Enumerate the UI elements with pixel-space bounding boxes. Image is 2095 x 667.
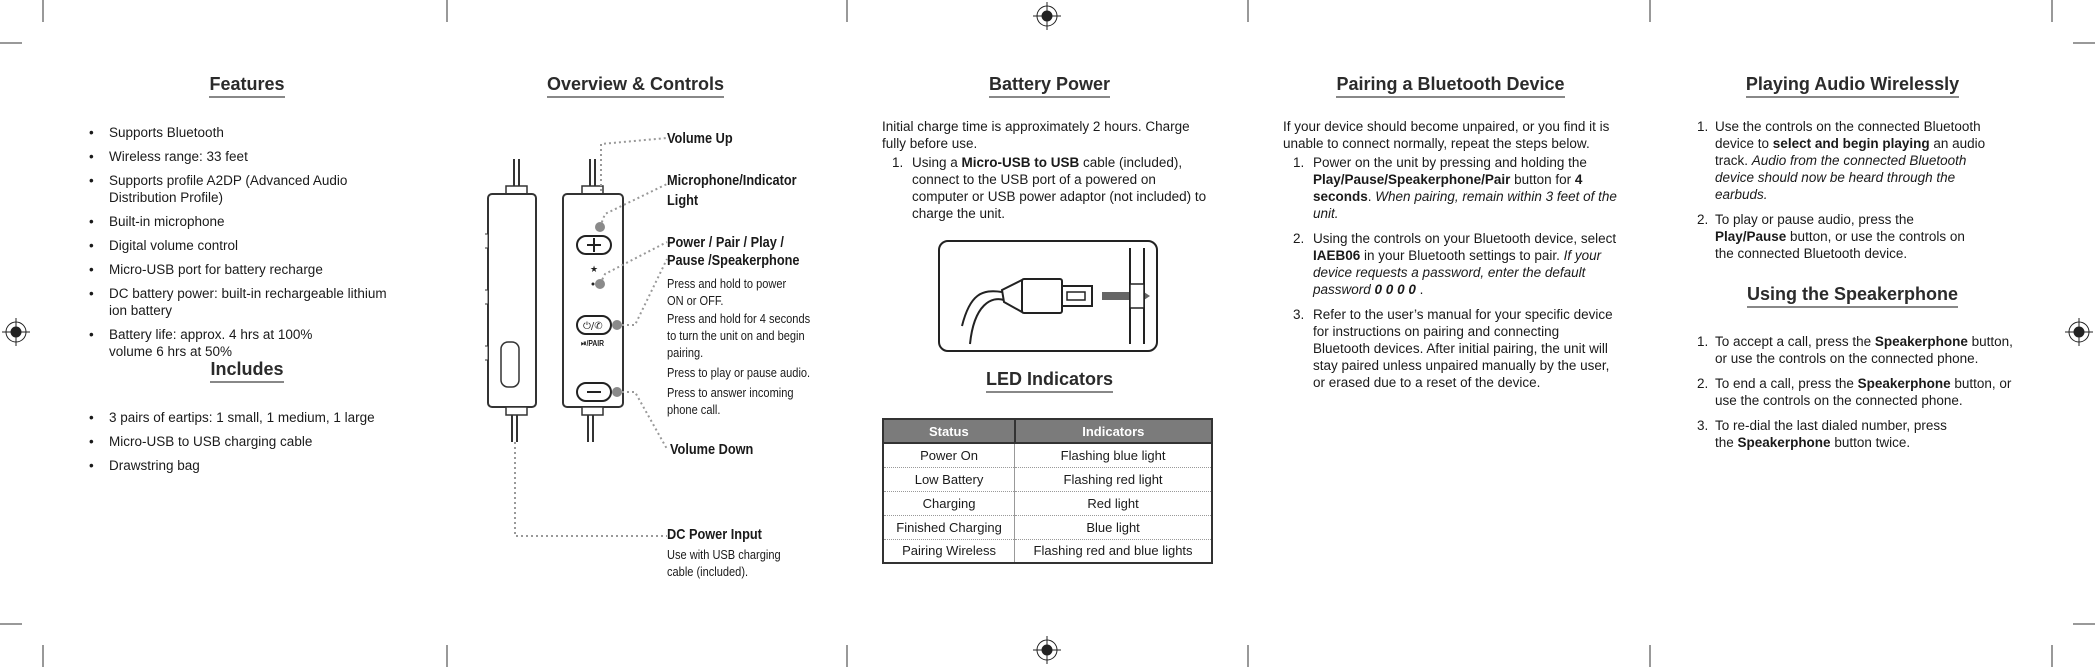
playing-steps (1685, 118, 2020, 262)
power-desc-line: pairing. (667, 345, 704, 360)
overview-heading: Overview & Controls (547, 74, 877, 98)
table-cell: Red light (1015, 491, 1212, 515)
list-item: • Micro-USB to USB charging cable (87, 433, 407, 450)
registration-mark-top (1033, 2, 1061, 30)
pair-label: ⏯/PAIR (581, 339, 605, 348)
playing-column (1685, 74, 2020, 459)
power-desc-line: ON or OFF. (667, 293, 724, 308)
battery-column (882, 74, 1217, 564)
power-label-line1: Power / Pair / Play / (667, 234, 784, 251)
power-desc-line: Press and hold to power (667, 276, 787, 291)
table-header-status: Status (883, 419, 1015, 443)
dc-desc-line: Use with USB charging (667, 547, 781, 562)
table-row (883, 515, 1212, 539)
table-cell: Flashing red and blue lights (1015, 539, 1212, 563)
mic-label-line1: Microphone/Indicator (667, 172, 797, 189)
dc-desc-line: cable (included). (667, 564, 749, 579)
led-heading: LED Indicators (882, 369, 1217, 393)
list-item: 2. Using the controls on your Bluetooth device, select IAEB06 in your Bluetooth settings to pair. If your device requests a password, enter the default password 0 0 0 0 . (1293, 231, 1617, 297)
volume-down-label: Volume Down (670, 441, 754, 458)
list-item: 2. To end a call, press the Speakerphone button, or use the controls on the connected phone. (1697, 376, 2012, 408)
pairing-steps (1283, 154, 1618, 391)
power-desc-line: Press to play or pause audio. (667, 365, 811, 380)
speakerphone-heading: Using the Speakerphone (1685, 284, 2020, 308)
list-item: • Battery life: approx. 4 hrs at 100% volume 6 hrs at 50% (87, 326, 357, 360)
battery-steps (882, 154, 1217, 222)
dc-power-label: DC Power Input (667, 526, 762, 543)
mic-label-line2: Light (667, 192, 699, 209)
list-item: 1. Power on the unit by pressing and holding the Play/Pause/Speakerphone/Pair button for 4 seconds. When pairing, remain within 3 feet of the unit. (1293, 155, 1617, 221)
list-item: • Wireless range: 33 feet (87, 148, 407, 165)
list-item: 2. To play or pause audio, press the Play/Pause button, or use the controls on the connected Bluetooth device. (1697, 212, 1965, 261)
svg-text:★: ★ (590, 265, 599, 275)
power-desc-line: to turn the unit on and begin (667, 328, 805, 343)
battery-heading: Battery Power (882, 74, 1217, 98)
led-table (882, 418, 1213, 564)
includes-list (87, 409, 407, 474)
features-list (87, 124, 407, 360)
list-item: 1. Use the controls on the connected Bluetooth device to select and begin playing an audio track. Audio from the connected Bluetooth device should now be heard through the earbuds. (1697, 119, 1986, 202)
speakerphone-steps (1685, 333, 2020, 451)
list-item: 3. Refer to the user’s manual for your specific device for instructions on pairing and connecting Bluetooth devices. After initial pairing, the unit will stay paired unless unpaired manually by the user, or erased due to a reset of the device. (1293, 307, 1613, 390)
features-column (87, 74, 407, 481)
includes-heading: Includes (87, 359, 407, 383)
registration-mark-left (2, 318, 30, 346)
power-desc-line: phone call. (667, 402, 721, 417)
list-item: • DC battery power: built-in rechargeable lithium ion battery (87, 285, 407, 319)
table-cell: Power On (883, 443, 1015, 467)
table-row (883, 443, 1212, 467)
list-item: • Drawstring bag (87, 457, 407, 474)
table-cell: Low Battery (883, 467, 1015, 491)
battery-intro: Initial charge time is approximately 2 hours. Charge fully before use. (882, 119, 1190, 151)
list-item: 1. Using a Micro-USB to USB cable (included), connect to the USB port of a powered on computer or USB power adaptor (not included) to charge the unit. (892, 155, 1207, 221)
power-label-line2: Pause /Speakerphone (667, 252, 800, 269)
table-cell: Flashing blue light (1015, 443, 1212, 467)
list-item: 1. To accept a call, press the Speakerphone button, or use the controls on the connected phone. (1697, 334, 2013, 366)
registration-mark-right (2065, 318, 2093, 346)
power-desc-line: Press and hold for 4 seconds (667, 311, 811, 326)
table-header-indicators: Indicators (1015, 419, 1212, 443)
power-desc-line: Press to answer incoming (667, 385, 794, 400)
volume-up-label: Volume Up (667, 130, 733, 147)
table-cell: Finished Charging (883, 515, 1015, 539)
pairing-heading: Pairing a Bluetooth Device (1283, 74, 1618, 98)
table-cell: Charging (883, 491, 1015, 515)
usb-cable-illustration (882, 234, 1217, 359)
playing-heading: Playing Audio Wirelessly (1685, 74, 2020, 98)
table-cell: Pairing Wireless (883, 539, 1015, 563)
list-item: • Micro-USB port for battery recharge (87, 261, 407, 278)
table-row (883, 539, 1212, 563)
table-row (883, 467, 1212, 491)
list-item: • Built-in microphone (87, 213, 407, 230)
svg-text:⏻/✆: ⏻/✆ (583, 321, 603, 332)
registration-mark-bottom (1033, 636, 1061, 664)
features-heading: Features (87, 74, 407, 98)
list-item: • Supports profile A2DP (Advanced Audio Distribution Profile) (87, 172, 377, 206)
overview-column (485, 74, 815, 594)
pairing-intro: If your device should become unpaired, or you find it is unable to connect normally, repeat the steps below. (1283, 119, 1610, 151)
list-item: • Digital volume control (87, 237, 407, 254)
table-cell: Flashing red light (1015, 467, 1212, 491)
list-item: • 3 pairs of eartips: 1 small, 1 medium, 1 large (87, 409, 407, 426)
list-item: 3. To re-dial the last dialed number, press the Speakerphone button twice. (1697, 418, 1947, 450)
table-cell: Blue light (1015, 515, 1212, 539)
table-header-row (883, 419, 1212, 443)
list-item: • Supports Bluetooth (87, 124, 407, 141)
pairing-column (1283, 74, 1618, 399)
table-row (883, 491, 1212, 515)
